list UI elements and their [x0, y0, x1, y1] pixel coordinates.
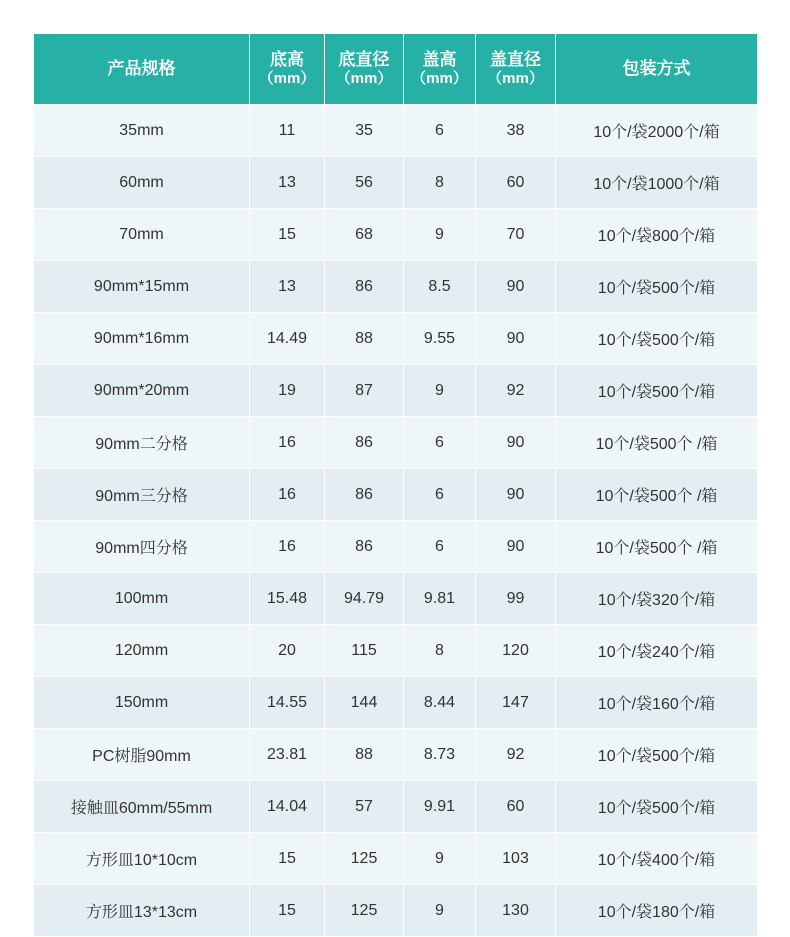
- column-header-label: 盖高: [422, 50, 457, 69]
- table-cell: 125: [325, 885, 404, 937]
- table-body: [34, 105, 758, 937]
- table-row: [34, 521, 758, 573]
- table-cell: 68: [325, 209, 404, 261]
- table-cell: 115: [325, 625, 404, 677]
- table-cell: 86: [325, 417, 404, 469]
- table-header-row: [34, 34, 758, 105]
- table-cell: 10个/袋500个/箱: [556, 261, 758, 313]
- column-header-label: 底直径: [338, 50, 390, 69]
- table-cell: 6: [404, 521, 476, 573]
- cell-product-spec: 35mm: [34, 105, 250, 157]
- table-cell: 90: [476, 469, 556, 521]
- column-header-label: 底高: [270, 50, 304, 69]
- table-cell: 8.44: [404, 677, 476, 729]
- table-row: [34, 573, 758, 625]
- cell-product-spec: 120mm: [34, 625, 250, 677]
- table-cell: 23.81: [250, 729, 325, 781]
- table-cell: 15: [250, 885, 325, 937]
- cell-product-spec: 70mm: [34, 209, 250, 261]
- cell-product-spec: 方形皿10*10cm: [34, 833, 250, 885]
- table-cell: 9: [404, 209, 476, 261]
- column-header-unit: （mm）: [487, 70, 544, 88]
- cell-product-spec: 方形皿13*13cm: [34, 885, 250, 937]
- table-cell: 103: [476, 833, 556, 885]
- cell-product-spec: 接触皿60mm/55mm: [34, 781, 250, 833]
- column-header-label: 包装方式: [622, 59, 691, 79]
- table-row: [34, 417, 758, 469]
- table-row: [34, 469, 758, 521]
- table-row: [34, 365, 758, 417]
- column-header-3: [404, 34, 476, 105]
- table-cell: 147: [476, 677, 556, 729]
- table-cell: 14.49: [250, 313, 325, 365]
- table-cell: 8.73: [404, 729, 476, 781]
- table-row: [34, 729, 758, 781]
- table-cell: 60: [476, 781, 556, 833]
- table-cell: 9: [404, 833, 476, 885]
- cell-product-spec: 90mm*20mm: [34, 365, 250, 417]
- table-cell: 10个/袋500个 /箱: [556, 469, 758, 521]
- table-cell: 87: [325, 365, 404, 417]
- table-cell: 86: [325, 469, 404, 521]
- table-cell: 6: [404, 417, 476, 469]
- table-cell: 92: [476, 729, 556, 781]
- table-cell: 120: [476, 625, 556, 677]
- column-header-unit: （mm）: [335, 70, 393, 88]
- table-cell: 15: [250, 833, 325, 885]
- table-cell: 86: [325, 261, 404, 313]
- column-header-5: [556, 34, 758, 105]
- table-cell: 10个/袋500个/箱: [556, 313, 758, 365]
- table-row: [34, 209, 758, 261]
- column-header-label: 产品规格: [107, 59, 176, 79]
- table-row: [34, 781, 758, 833]
- table-cell: 11: [250, 105, 325, 157]
- table-cell: 14.04: [250, 781, 325, 833]
- table-cell: 35: [325, 105, 404, 157]
- table-cell: 10个/袋500个/箱: [556, 365, 758, 417]
- table-cell: 90: [476, 313, 556, 365]
- column-header-4: [476, 34, 556, 105]
- table-cell: 9.81: [404, 573, 476, 625]
- table-cell: 125: [325, 833, 404, 885]
- cell-product-spec: PC树脂90mm: [34, 729, 250, 781]
- column-header-2: [325, 34, 404, 105]
- table-cell: 90: [476, 417, 556, 469]
- table-cell: 8: [404, 157, 476, 209]
- table-cell: 10个/袋500个 /箱: [556, 417, 758, 469]
- cell-product-spec: 90mm三分格: [34, 469, 250, 521]
- table-cell: 99: [476, 573, 556, 625]
- table-cell: 92: [476, 365, 556, 417]
- column-header-label: 盖直径: [490, 50, 541, 69]
- table-cell: 10个/袋500个/箱: [556, 729, 758, 781]
- table-cell: 13: [250, 261, 325, 313]
- cell-product-spec: 90mm四分格: [34, 521, 250, 573]
- table-row: [34, 105, 758, 157]
- table-cell: 10个/袋240个/箱: [556, 625, 758, 677]
- column-header-unit: （mm）: [411, 70, 468, 88]
- table-cell: 10个/袋180个/箱: [556, 885, 758, 937]
- table-row: [34, 625, 758, 677]
- table-cell: 130: [476, 885, 556, 937]
- column-header-unit: （mm）: [258, 70, 316, 88]
- table-cell: 10个/袋500个 /箱: [556, 521, 758, 573]
- column-header-0: [34, 34, 250, 105]
- table-cell: 16: [250, 417, 325, 469]
- table-cell: 10个/袋500个/箱: [556, 781, 758, 833]
- table-cell: 9.91: [404, 781, 476, 833]
- table-header: [34, 34, 758, 105]
- table-cell: 10个/袋2000个/箱: [556, 105, 758, 157]
- table-cell: 14.55: [250, 677, 325, 729]
- table-cell: 10个/袋800个/箱: [556, 209, 758, 261]
- table-row: [34, 157, 758, 209]
- table-cell: 16: [250, 469, 325, 521]
- table-cell: 88: [325, 729, 404, 781]
- table-cell: 9: [404, 885, 476, 937]
- table-cell: 57: [325, 781, 404, 833]
- table-cell: 86: [325, 521, 404, 573]
- cell-product-spec: 100mm: [34, 573, 250, 625]
- table-cell: 90: [476, 521, 556, 573]
- product-spec-table: [33, 33, 758, 937]
- table-cell: 94.79: [325, 573, 404, 625]
- table-cell: 10个/袋160个/箱: [556, 677, 758, 729]
- table-cell: 144: [325, 677, 404, 729]
- table-cell: 9.55: [404, 313, 476, 365]
- table-cell: 10个/袋1000个/箱: [556, 157, 758, 209]
- table-cell: 13: [250, 157, 325, 209]
- cell-product-spec: 90mm二分格: [34, 417, 250, 469]
- table-cell: 16: [250, 521, 325, 573]
- table-cell: 15: [250, 209, 325, 261]
- column-header-1: [250, 34, 325, 105]
- cell-product-spec: 90mm*16mm: [34, 313, 250, 365]
- table-cell: 8.5: [404, 261, 476, 313]
- table-row: [34, 313, 758, 365]
- table-row: [34, 833, 758, 885]
- cell-product-spec: 60mm: [34, 157, 250, 209]
- table-row: [34, 885, 758, 937]
- table-row: [34, 677, 758, 729]
- table-cell: 20: [250, 625, 325, 677]
- table-cell: 10个/袋320个/箱: [556, 573, 758, 625]
- table-cell: 6: [404, 105, 476, 157]
- table-cell: 19: [250, 365, 325, 417]
- table-cell: 88: [325, 313, 404, 365]
- cell-product-spec: 90mm*15mm: [34, 261, 250, 313]
- table-cell: 60: [476, 157, 556, 209]
- table-row: [34, 261, 758, 313]
- table-cell: 70: [476, 209, 556, 261]
- table-cell: 8: [404, 625, 476, 677]
- table-cell: 38: [476, 105, 556, 157]
- table-cell: 6: [404, 469, 476, 521]
- table-cell: 56: [325, 157, 404, 209]
- table-cell: 10个/袋400个/箱: [556, 833, 758, 885]
- table-cell: 15.48: [250, 573, 325, 625]
- cell-product-spec: 150mm: [34, 677, 250, 729]
- table-cell: 90: [476, 261, 556, 313]
- table-cell: 9: [404, 365, 476, 417]
